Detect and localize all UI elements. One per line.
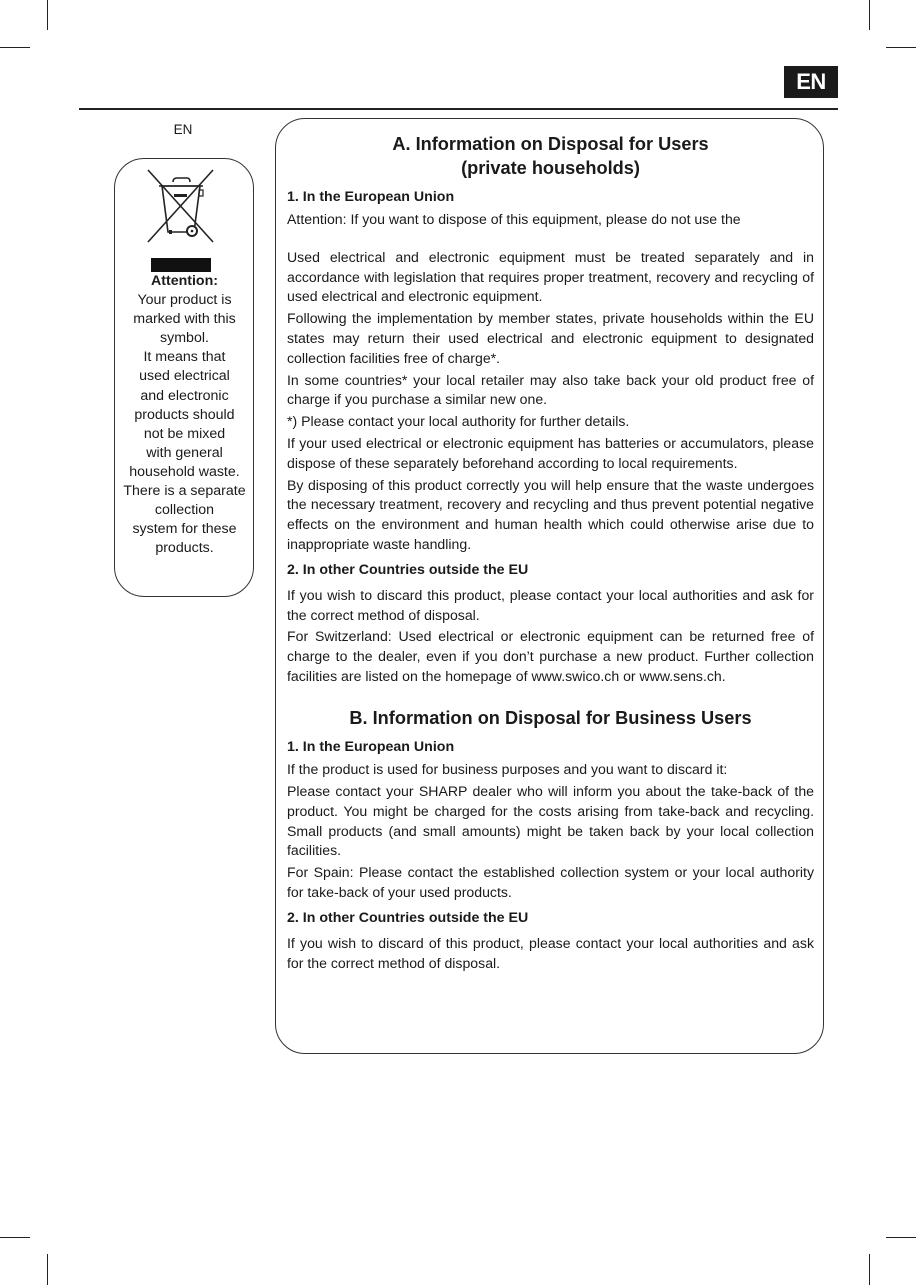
blank-line [287, 232, 814, 248]
crop-mark [886, 47, 916, 48]
section-a-other-heading: 2. In other Countries outside the EU [287, 561, 529, 578]
section-b-eu-heading: 1. In the European Union [287, 739, 455, 756]
crop-mark [869, 1254, 870, 1285]
paragraph: Attention: If you want to dispose of this equipment, please do not use the [287, 211, 741, 227]
attention-line: with general [146, 444, 223, 461]
section-b-other-heading: 2. In other Countries outside the EU [287, 909, 529, 926]
language-tab: EN [784, 66, 838, 98]
crop-mark [47, 0, 48, 30]
sidebar-language-label: EN [173, 122, 193, 137]
paragraph: Please contact your SHARP dealer who will inform you about the take-back of the product. You might be charged for the costs arising from take-back and recycling. Small products (and small amounts) might be taken back by your local collection facilities. [287, 783, 814, 859]
attention-line: household waste. [129, 463, 240, 480]
paragraph: *) Please contact your local authority for further details. [287, 413, 630, 430]
paragraph: Following the implementation by member states, private households within the EU states may return their used electrical and electronic equipment to designated collection facilities free of charge*. [287, 310, 814, 366]
paragraph: For Spain: Please contact the established collection system or your local authority for take-back of your used products. [287, 864, 814, 901]
header-divider [79, 108, 838, 110]
attention-line: and electronic [140, 387, 229, 404]
crossed-out-wheelie-bin-icon [145, 168, 217, 246]
crop-mark [886, 1237, 916, 1238]
attention-line: not be mixed [143, 425, 226, 442]
crop-mark [47, 1254, 48, 1285]
disposal-info-content [287, 133, 814, 975]
paragraph: If you wish to discard this product, please contact your local authorities and ask for the correct method of disposal. [287, 586, 814, 623]
paragraph: In some countries* your local retailer may also take back your old product free of charge if you purchase a similar new one. [287, 371, 814, 408]
section-a-title-line1: A. Information on Disposal for Users [392, 134, 709, 154]
section-a-title [287, 133, 814, 180]
attention-line: symbol. [160, 330, 209, 347]
paragraph: For Switzerland: Used electrical or electronic equipment can be returned free of charge to the dealer, even if you don’t purchase a new product. Further collection facilities are listed on the homepage of www.swico.ch or www.sens.ch. [287, 628, 814, 684]
section-b-title: B. Information on Disposal for Business Users [349, 707, 752, 728]
paragraph: By disposing of this product correctly you will help ensure that the waste undergoes the necessary treatment, recovery and recycling and thus prevent potential negative effects on the environment and human health which could otherwise arise due to inappropriate waste handling. [287, 476, 814, 552]
attention-text [116, 272, 253, 558]
attention-line: marked with this [133, 311, 236, 328]
paragraph: If you wish to discard of this product, please contact your local authorities and ask for the correct method of disposal. [287, 934, 814, 971]
attention-line: used electrical [139, 368, 230, 385]
attention-line: products. [155, 540, 214, 557]
black-bar [151, 258, 211, 272]
attention-line: collection [154, 502, 215, 519]
attention-line: It means that [143, 349, 226, 366]
crop-mark [0, 1237, 30, 1238]
paragraph: If your used electrical or electronic equipment has batteries or accumulators, please dispose of these separately beforehand according to local requirements. [287, 434, 814, 471]
attention-title: Attention: [151, 273, 218, 289]
section-a-eu-heading: 1. In the European Union [287, 189, 455, 205]
crop-mark [869, 0, 870, 30]
attention-line: There is a separate [123, 483, 246, 500]
crop-mark [0, 47, 30, 48]
attention-line: Your product is [137, 292, 232, 309]
section-a-title-line2: (private households) [461, 157, 640, 178]
attention-line: products should [134, 406, 235, 423]
paragraph: If the product is used for business purposes and you want to discard it: [287, 761, 728, 778]
attention-line: system for these [132, 521, 237, 538]
paragraph: Used electrical and electronic equipment must be treated separately and in accordance with legislation that requires proper treatment, recovery and recycling of used electrical and electronic equipment. [287, 248, 814, 305]
